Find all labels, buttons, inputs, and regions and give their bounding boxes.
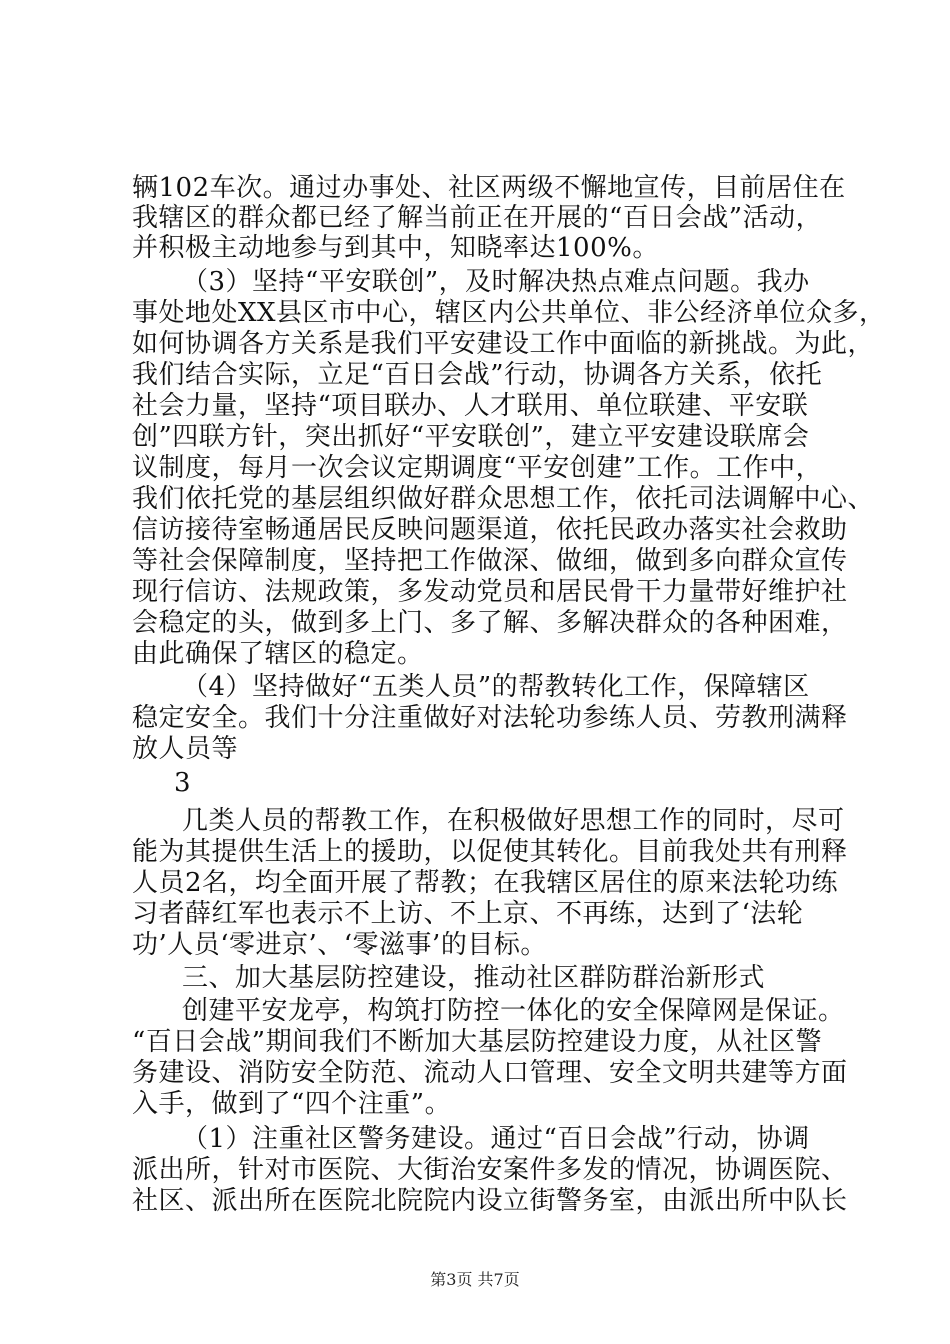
text-line: 能为其提供生活上的援助，以促使其转化。目前我处共有刑释 [132, 837, 848, 867]
page-footer: 第3页 共7页 [430, 1270, 520, 1289]
text-line: 入手，做到了“四个注重”。 [132, 1089, 452, 1119]
text-line: 我们依托党的基层组织做好群众思想工作，依托司法调解中心、 [132, 484, 875, 514]
text-line: “百日会战”期间我们不断加大基层防控建设力度，从社区警 [132, 1027, 823, 1057]
text-line: 如何协调各方关系是我们平安建设工作中面临的新挑战。为此， [132, 329, 875, 359]
text-line: 功’人员‘零进京’、‘零滋事’的目标。 [132, 930, 547, 960]
text-line: 现行信访、法规政策，多发动党员和居民骨干力量带好维护社 [132, 577, 848, 607]
text-line: 人员2名，均全面开展了帮教；在我辖区居住的原来法轮功练 [132, 868, 839, 898]
text-line: 习者薛红军也表示不上访、不上京、不再练，达到了‘法轮 [132, 899, 804, 929]
text-line: 稳定安全。我们十分注重做好对法轮功参练人员、劳教刑满释 [132, 703, 848, 733]
text-line: 等社会保障制度，坚持把工作做深、做细，做到多向群众宣传 [132, 546, 848, 576]
text-line: 社会力量，坚持“项目联办、人才联用、单位联建、平安联 [132, 391, 809, 421]
text-line: 会稳定的头，做到多上门、多了解、多解决群众的各种困难， [132, 608, 848, 638]
page-number-inline: 3 [174, 768, 192, 798]
text-line: （3）坚持“平安联创”，及时解决热点难点问题。我办 [182, 267, 810, 297]
text-line: 辆102车次。通过办事处、社区两级不懈地宣传，目前居住在 [132, 173, 846, 203]
text-line: 派出所，针对市医院、大街治安案件多发的情况，协调医院、 [132, 1155, 848, 1185]
section-heading: 三、加大基层防控建设，推动社区群防群治新形式 [182, 963, 766, 993]
text-line: 信访接待室畅通居民反映问题渠道，依托民政办落实社会救助 [132, 515, 848, 545]
text-line: （4）坚持做好“五类人员”的帮教转化工作，保障辖区 [182, 672, 810, 702]
text-line: 由此确保了辖区的稳定。 [132, 639, 424, 669]
text-line: 并积极主动地参与到其中，知晓率达100%。 [132, 233, 659, 263]
text-line: 放人员等 [132, 734, 239, 764]
text-line: 几类人员的帮教工作，在积极做好思想工作的同时，尽可 [182, 806, 845, 836]
text-line: 务建设、消防安全防范、流动人口管理、安全文明共建等方面 [132, 1058, 848, 1088]
text-line: 社区、派出所在医院北院院内设立街警务室，由派出所中队长 [132, 1186, 848, 1216]
text-line: （1）注重社区警务建设。通过“百日会战”行动，协调 [182, 1124, 810, 1154]
text-line: 创”四联方针，突出抓好“平安联创”，建立平安建设联席会 [132, 422, 810, 452]
text-line: 议制度，每月一次会议定期调度“平安创建”工作。工作中， [132, 453, 823, 483]
text-line: 我们结合实际，立足“百日会战”行动，协调各方关系，依托 [132, 360, 823, 390]
text-line: 创建平安龙亭，构筑打防控一体化的安全保障网是保证。 [182, 996, 845, 1026]
text-line: 我辖区的群众都已经了解当前正在开展的“百日会战”活动， [132, 203, 823, 233]
text-line: 事处地处XX县区市中心，辖区内公共单位、非公经济单位众多， [132, 298, 886, 328]
